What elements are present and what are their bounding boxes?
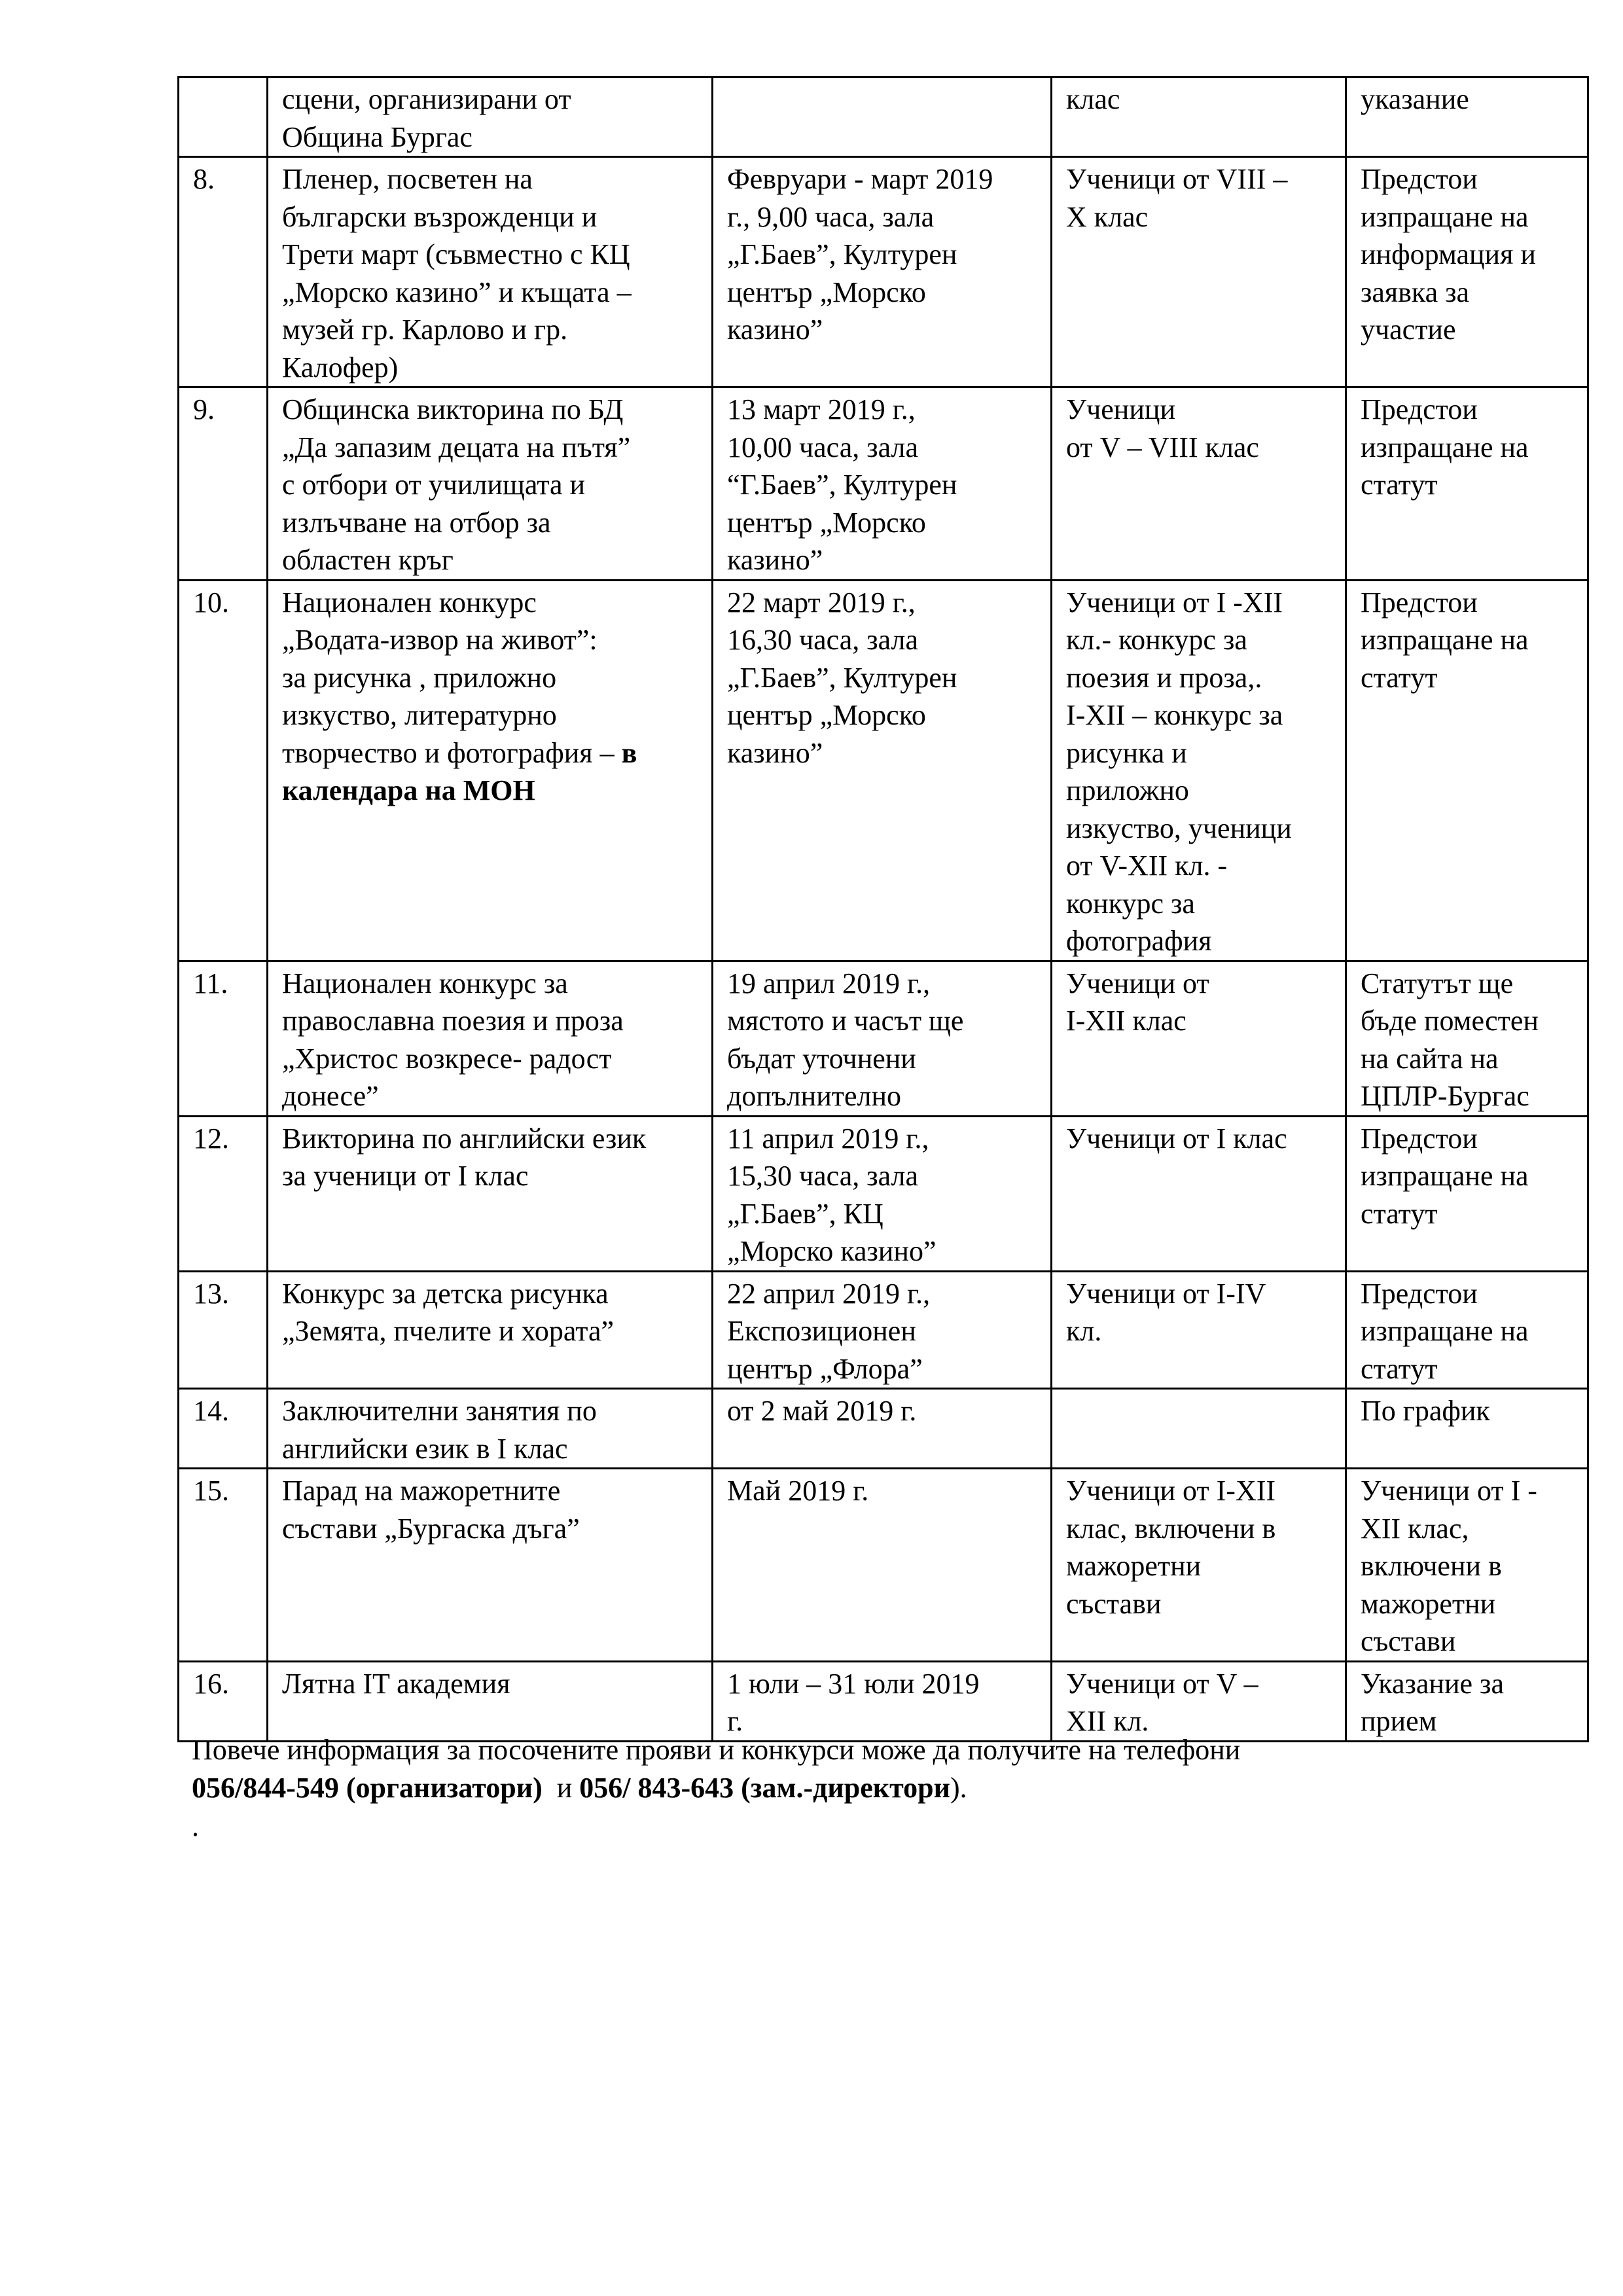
note-cell: указание <box>1346 77 1588 157</box>
events-table <box>177 76 1589 1742</box>
event-text-bold: в календара на МОН <box>282 736 637 806</box>
participants-cell: Ученици от V – VIII клас <box>1052 387 1346 581</box>
participants-cell: Ученици от I клас <box>1052 1116 1346 1271</box>
event-cell: Лятна IT академия <box>268 1661 713 1741</box>
contact-intro: Повече информация за посочените прояви и конкурси може да получите на телефони <box>192 1734 1241 1766</box>
note-cell: Ученици от I - XII клас, включени в мажоретни състави <box>1346 1469 1588 1662</box>
date-cell: 11 април 2019 г., 15,30 часа, зала „Г.Баев”, КЦ „Морско казино” <box>713 1116 1052 1271</box>
row-number: 8. <box>179 157 268 387</box>
event-cell: Общинска викторина по БД „Да запазим децата на пътя” с отбори от училищата и излъчване на отбор за областен кръг <box>268 387 713 581</box>
contact-phones <box>192 1769 1586 1807</box>
date-cell: 19 април 2019 г., мястото и часът ще бъдат уточнени допълнително <box>713 961 1052 1116</box>
table-row <box>179 157 1588 387</box>
note-cell: Предстои изпращане на статут <box>1346 1116 1588 1271</box>
date-cell: 22 март 2019 г., 16,30 часа, зала „Г.Баев”, Културен център „Морско казино” <box>713 580 1052 961</box>
participants-cell: Ученици от I-XII клас <box>1052 961 1346 1116</box>
table-row <box>179 1389 1588 1469</box>
organizers-phone: 056/844-549 (организатори) <box>192 1772 543 1804</box>
row-number: 14. <box>179 1389 268 1469</box>
note-cell: Указание за прием <box>1346 1661 1588 1741</box>
event-cell: Викторина по английски език за ученици от I клас <box>268 1116 713 1271</box>
row-number: 9. <box>179 387 268 581</box>
event-cell: Национален конкурс за православна поезия и проза „Христос возкресе- радост донесе” <box>268 961 713 1116</box>
participants-cell: Ученици от I-XII клас, включени в мажоретни състави <box>1052 1469 1346 1662</box>
event-cell: Конкурс за детска рисунка „Земята, пчелите и хората” <box>268 1271 713 1389</box>
date-cell: 1 юли – 31 юли 2019 г. <box>713 1661 1052 1741</box>
event-cell: Пленер, посветен на български възрожденци и Трети март (съвместно с КЦ „Морско казино” и къщата – музей гр. Карлово и гр. Калофер) <box>268 157 713 387</box>
conjunction: и <box>542 1772 580 1804</box>
participants-cell: Ученици от VIII – Х клас <box>1052 157 1346 387</box>
note-cell: Предстои изпращане на информация и заявка за участие <box>1346 157 1588 387</box>
event-cell: Парад на мажоретните състави „Бургаска дъга” <box>268 1469 713 1662</box>
date-cell: Май 2019 г. <box>713 1469 1052 1662</box>
participants-cell: клас <box>1052 77 1346 157</box>
closing-punctuation: ). <box>950 1772 967 1804</box>
table-row <box>179 961 1588 1116</box>
table-row <box>179 1469 1588 1662</box>
note-cell: Предстои изпращане на статут <box>1346 1271 1588 1389</box>
participants-cell: Ученици от I -XII кл.- конкурс за поезия и проза,. I-XII – конкурс за рисунка и приложно изкуство, ученици от V-XII кл. - конкурс за фотография <box>1052 580 1346 961</box>
row-number: 16. <box>179 1661 268 1741</box>
table-row <box>179 1116 1588 1271</box>
event-cell: Заключителни занятия по английски език в I клас <box>268 1389 713 1469</box>
table-row <box>179 387 1588 581</box>
contact-info <box>192 1731 1586 1807</box>
event-cell: сцени, организирани от Община Бургас <box>268 77 713 157</box>
event-cell <box>268 580 713 961</box>
date-cell <box>713 77 1052 157</box>
trailing-dot: . <box>192 1810 199 1842</box>
date-cell: 13 март 2019 г., 10,00 часа, зала “Г.Баев”, Културен център „Морско казино” <box>713 387 1052 581</box>
note-cell: Статутът ще бъде поместен на сайта на ЦПЛР-Бургас <box>1346 961 1588 1116</box>
participants-cell <box>1052 1389 1346 1469</box>
row-number: 13. <box>179 1271 268 1389</box>
table-row <box>179 77 1588 157</box>
row-number <box>179 77 268 157</box>
participants-cell: Ученици от V – XII кл. <box>1052 1661 1346 1741</box>
note-cell: Предстои изпращане на статут <box>1346 387 1588 581</box>
row-number: 15. <box>179 1469 268 1662</box>
date-cell: от 2 май 2019 г. <box>713 1389 1052 1469</box>
table-row <box>179 580 1588 961</box>
table-row <box>179 1271 1588 1389</box>
date-cell: 22 април 2019 г., Експозиционен център „Флора” <box>713 1271 1052 1389</box>
table-row <box>179 1661 1588 1741</box>
deputy-directors-phone: 056/ 843-643 (зам.-директори <box>579 1772 950 1804</box>
row-number: 12. <box>179 1116 268 1271</box>
date-cell: Февруари - март 2019 г., 9,00 часа, зала „Г.Баев”, Културен център „Морско казино” <box>713 157 1052 387</box>
participants-cell: Ученици от I-IV кл. <box>1052 1271 1346 1389</box>
note-cell: Предстои изпращане на статут <box>1346 580 1588 961</box>
event-text: Национален конкурс „Водата-извор на живот”: за рисунка , приложно изкуство, литературно творчество и фотография – <box>282 586 615 769</box>
row-number: 10. <box>179 580 268 961</box>
row-number: 11. <box>179 961 268 1116</box>
note-cell: По график <box>1346 1389 1588 1469</box>
